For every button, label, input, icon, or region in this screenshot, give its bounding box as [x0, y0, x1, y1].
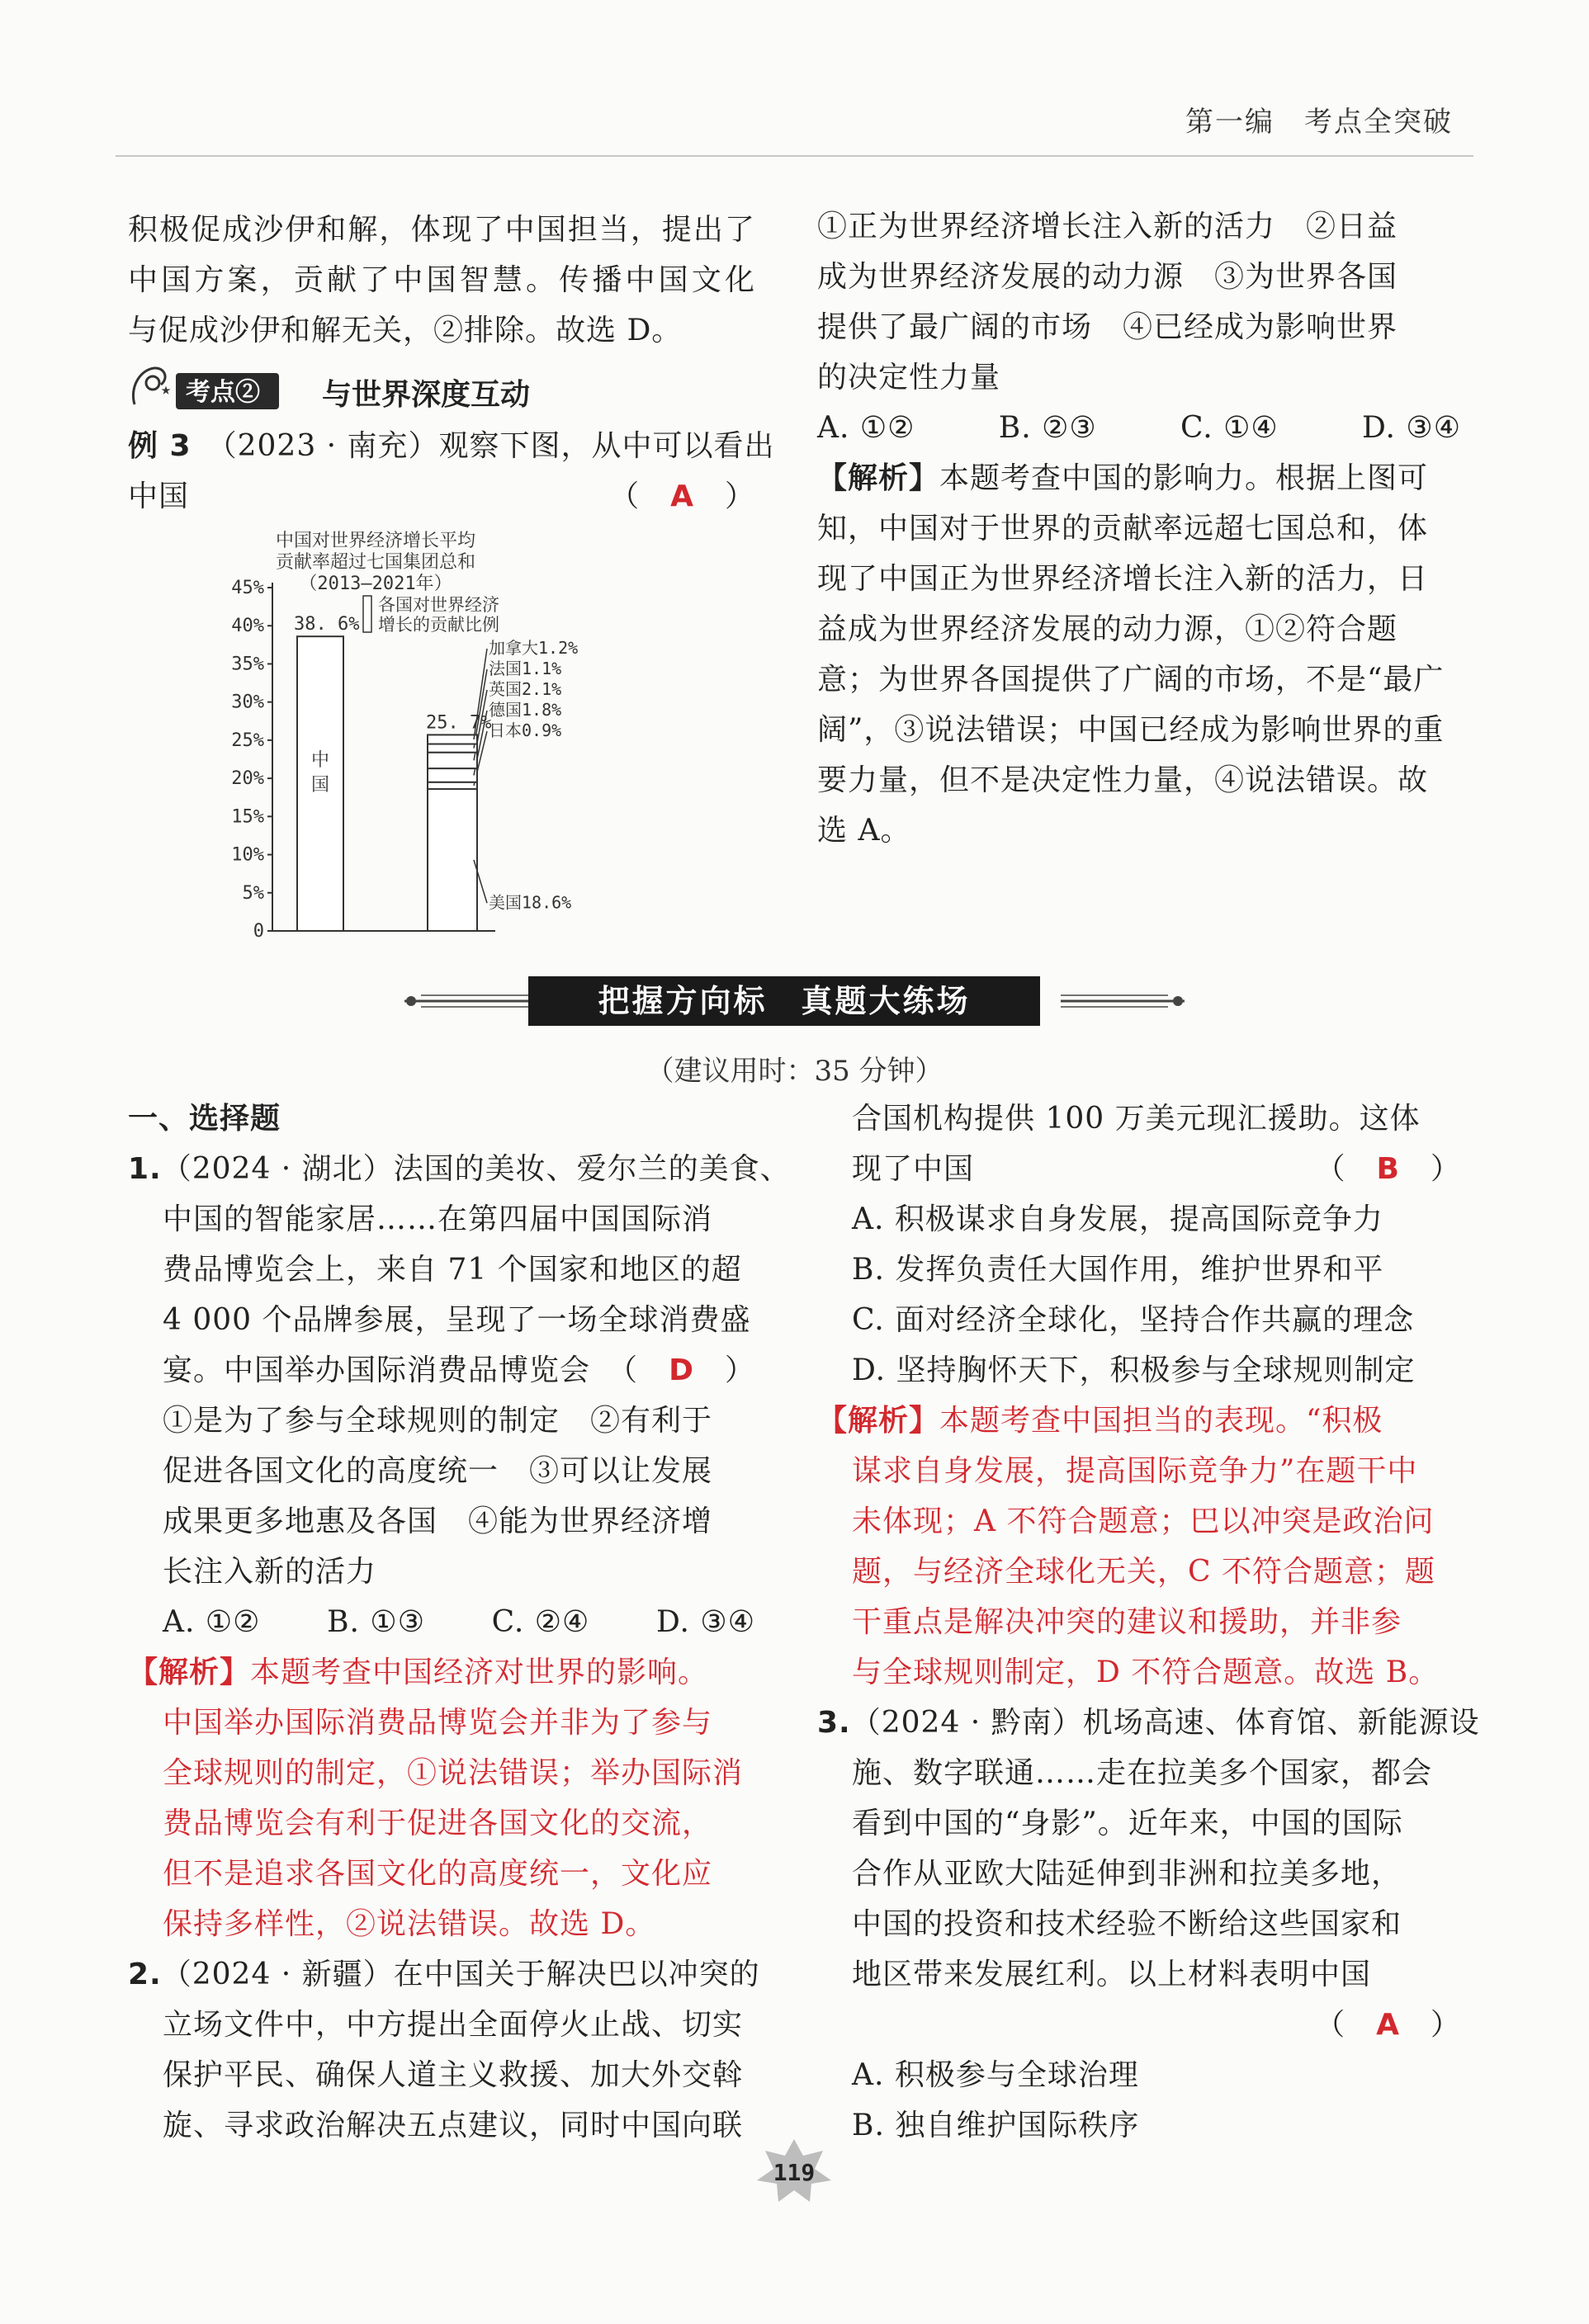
- analysis-line: 谋求自身发展，提高国际竞争力”在题干中: [852, 1454, 1418, 1488]
- question-number: 1.: [128, 1152, 162, 1186]
- segment-label: 美国18.6%: [489, 892, 572, 913]
- bar-segment-法国: [428, 744, 477, 753]
- analysis-tag: 【解析】: [128, 1656, 251, 1689]
- question-line: 看到中国的“身影”。近年来，中国的国际: [852, 1807, 1403, 1840]
- section-banner-title: 把握方向标 真题大练场: [528, 976, 1040, 1026]
- analysis-line: 与全球规则制定，D 不符合题意。故选 B。: [852, 1656, 1440, 1689]
- segment-label: 加拿大1.2%: [489, 638, 579, 658]
- y-tick-label: 5%: [242, 882, 264, 904]
- segment-label: 法国1.1%: [489, 659, 562, 678]
- legend-swatch: [363, 596, 371, 632]
- legend-label: 增长的贡献比例: [378, 615, 499, 635]
- head-icon: [146, 376, 159, 390]
- example-label: 例 3: [128, 429, 192, 463]
- page-number-badge: [755, 2137, 834, 2204]
- badge-label: 考点②: [186, 378, 260, 407]
- y-tick-label: 35%: [231, 654, 264, 675]
- option-d: D. ③④: [1361, 411, 1461, 445]
- statement-line: ①正为世界经济增长注入新的活力 ②日益: [817, 210, 1398, 243]
- text-line: 与促成沙伊和解无关，②排除。故选 D。: [128, 314, 683, 347]
- segment-label: 英国2.1%: [489, 679, 562, 699]
- option-row: [128, 1597, 755, 1647]
- option-c: C. ①④: [1180, 411, 1279, 445]
- chart-title: [276, 531, 475, 594]
- kaodian-title: 与世界深度互动: [322, 378, 531, 412]
- question-line: 4 000 个品牌参展，呈现了一场全球消费盛: [163, 1303, 751, 1337]
- question-line: 保护平民、确保人道主义救援、加大外交斡: [163, 2058, 744, 2092]
- statement-line: 长注入新的活力: [163, 1555, 377, 1589]
- left-questions: 一、选择题 1.（2024 · 湖北）法国的美妆、爱尔兰的美食、 中国的智能家居……在第四届中国国际消 费品博览会上，来自 71 个国家和地区的超 4 000 个品牌参展，呈现了一场全球消费盛 宴。中国举办国际消费品博览会 （ D ） ①是为了参与全球规则的制定 ②有利于 促进各国文化的高度统一 ③可以让发展 成果更多地惠及各国 ④能为世界经济增 长注入新的活力 A. ①② B. ①③ C. ②④ D. ③④ 【解析】本题考查中国经济对世界的影响。 中国举办国际消费品博览会并非为了参与 全球规则的制定，①说法错误；举办国际消 费品博览会有利于促进各国文化的交流， 但不是追求各国文化的高度统一，文化应 保持多样性，②说法错误。故选 D。 2.（2024 · 新疆）在中国关于解决巴以冲突的 立场文件中，中方提出全面停火止战、切实 保护平民、确保人道主义救援、加大外交斡 旋、寻求政治解决五点建议，同时中国向联: [128, 1094, 755, 2151]
- star-icon: ★: [161, 379, 172, 399]
- analysis-line: 但不是追求各国文化的高度统一，文化应: [163, 1857, 713, 1891]
- chart-bars: [294, 614, 578, 931]
- question-line: 中国的智能家居……在第四届中国国际消: [163, 1202, 713, 1236]
- page-number: 119: [773, 2159, 816, 2186]
- option-b: B. 独自维护国际秩序: [852, 2109, 1140, 2142]
- question-line: 合作从亚欧大陆延伸到非洲和拉美多地，: [852, 1857, 1402, 1891]
- text-line: 积极促成沙伊和解，体现了中国担当，提出了: [128, 213, 755, 247]
- option-row: [817, 403, 1461, 453]
- right-questions: 合国机构提供 100 万美元现汇援助。这体 现了中国 （ B ） A. 积极谋求自身发展，提高国际竞争力 B. 发挥负责任大国作用，维护世界和平 C. 面对经济全球化，坚持合作共赢的理念 D. 坚持胸怀天下，积极参与全球规则制定 【解析】本题考查中国担当的表现。“积极 谋求自身发展，提高国际竞争力”在题干中 未体现；A 不符合题意；巴以冲突是政治问 题，与经济全球化无关，C 不符合题意；题 干重点是解决冲突的建议和援助，并非参 与全球规则制定，D 不符合题意。故选 B。 3.（2024 · 黔南）机场高速、体育馆、新能源设 施、数字联通……走在拉美多个国家，都会 看到中国的“身影”。近年来，中国的国际 合作从亚欧大陆延伸到非洲和拉美多地， 中国的投资和技术经验不断给这些国家和 地区带来发展红利。以上材料表明中国 （ A ） A. 积极参与全球治理 B. 独自维护国际秩序: [817, 1094, 1461, 2151]
- y-tick-label: 10%: [231, 844, 264, 866]
- analysis-line: 阔”，③说法错误；中国已经成为影响世界的重: [817, 713, 1445, 747]
- bar-category-label: 中: [310, 750, 330, 771]
- statement-line: 提供了最广阔的市场 ④已经成为影响世界: [817, 310, 1398, 344]
- bar-segment-美国: [428, 789, 477, 931]
- bar-segment-英国: [428, 753, 477, 768]
- analysis-line: 干重点是解决冲突的建议和援助，并非参: [852, 1605, 1402, 1639]
- analysis-line: 本题考查中国担当的表现。“积极: [939, 1404, 1383, 1438]
- answer-mark: A: [670, 479, 694, 513]
- analysis-line: 题，与经济全球化无关，C 不符合题意；题: [852, 1555, 1435, 1589]
- option-d: D. 坚持胸怀天下，积极参与全球规则制定: [852, 1353, 1416, 1387]
- question-line: 费品博览会上，来自 71 个国家和地区的超: [163, 1253, 742, 1287]
- header-divider: [116, 155, 1473, 157]
- y-tick-label: 25%: [231, 730, 264, 751]
- analysis-line: 益成为世界经济发展的动力源，①②符合题: [817, 612, 1398, 646]
- running-header: 第一编 考点全突破: [1185, 106, 1453, 139]
- analysis-line: 未体现；A 不符合题意；巴以冲突是政治问: [852, 1504, 1435, 1538]
- y-tick-label: 0: [253, 921, 264, 942]
- statement-line: 的决定性力量: [817, 361, 1001, 394]
- answer-mark: A: [1376, 2008, 1400, 2042]
- question-line: 地区带来发展红利。以上材料表明中国: [852, 1958, 1372, 1991]
- analysis-line: 意；为世界各国提供了广阔的市场，不是“最广: [817, 663, 1445, 697]
- section-title: 一、选择题: [128, 1102, 281, 1136]
- option-b: B. ①③: [327, 1605, 425, 1639]
- example-cont: 中国: [128, 479, 190, 513]
- analysis-line: 保持多样性，②说法错误。故选 D。: [163, 1907, 656, 1941]
- chart-title-line: （2013—2021年）: [299, 574, 452, 594]
- question-number: 2.: [128, 1958, 162, 1991]
- option-d: D. ③④: [655, 1605, 755, 1639]
- bar-chart: [215, 528, 677, 949]
- text-line: 中国方案，贡献了中国智慧。传播中国文化: [128, 263, 755, 297]
- option-a: A. ①②: [163, 1605, 261, 1639]
- statement-line: 成为世界经济发展的动力源 ③为世界各国: [817, 260, 1398, 294]
- option-a: A. 积极谋求自身发展，提高国际竞争力: [852, 1202, 1383, 1236]
- y-tick-label: 15%: [231, 806, 264, 828]
- statement-line: 成果更多地惠及各国 ④能为世界经济增: [163, 1504, 713, 1538]
- y-tick-label: 45%: [231, 578, 264, 598]
- left-top-continuation: [128, 205, 755, 356]
- analysis-line: 中国举办国际消费品博览会并非为了参与: [163, 1706, 713, 1740]
- bar-segment-日本: [428, 782, 477, 789]
- question-line: 旋、寻求政治解决五点建议，同时中国向联: [163, 2109, 744, 2142]
- question-line: 合国机构提供 100 万美元现汇援助。这体: [852, 1102, 1421, 1136]
- example-3: 例 3 （2023 · 南充）观察下图，从中可以看出 中国 （ A ）: [128, 421, 755, 522]
- question-line: 中国的投资和技术经验不断给这些国家和: [852, 1907, 1402, 1941]
- example-lead: （2023 · 南充）观察下图，从中可以看出: [221, 429, 775, 463]
- analysis-line: 全球规则的制定，①说法错误；举办国际消: [163, 1756, 744, 1790]
- kaodian-badge: [128, 363, 285, 414]
- chart-title-line: 中国对世界经济增长平均: [275, 531, 476, 551]
- analysis-line: 要力量，但不是决定性力量，④说法错误。故: [817, 763, 1429, 797]
- question-number: 3.: [817, 1706, 851, 1740]
- chart-title-line: 贡献率超过七国集团总和: [275, 552, 476, 573]
- bar-segment-加拿大: [428, 735, 477, 744]
- y-tick-label: 20%: [231, 768, 264, 790]
- analysis-line: 现了中国正为世界经济增长注入新的活力，日: [817, 562, 1429, 596]
- analysis-tag: 【解析】: [817, 1404, 940, 1438]
- example-3-options: [817, 201, 1461, 856]
- analysis-line: 费品博览会有利于促进各国文化的交流，: [163, 1807, 713, 1840]
- option-c: C. ②④: [491, 1605, 590, 1639]
- time-note: （建议用时：35 分钟）: [646, 1055, 943, 1088]
- question-line: 立场文件中，中方提出全面停火止战、切实: [163, 2008, 744, 2042]
- option-b: B. ②③: [998, 411, 1097, 445]
- answer-mark: D: [669, 1353, 694, 1387]
- statement-line: ①是为了参与全球规则的制定 ②有利于: [163, 1404, 713, 1438]
- bar-value-label: 38. 6%: [294, 614, 360, 635]
- bar-value-label: 25. 7%: [426, 712, 492, 734]
- chart-legend: [363, 595, 499, 635]
- bar-category-label: 国: [310, 775, 330, 796]
- statement-line: 促进各国文化的高度统一 ③可以让发展: [163, 1454, 713, 1488]
- segment-label: 日本0.9%: [489, 720, 562, 740]
- analysis-line: 本题考查中国经济对世界的影响。: [250, 1656, 709, 1689]
- question-line: （2024 · 新疆）在中国关于解决巴以冲突的: [161, 1958, 760, 1991]
- segment-label: 德国1.8%: [489, 700, 562, 720]
- analysis-line: 本题考查中国的影响力。根据上图可: [939, 461, 1429, 495]
- analysis-tag: 【解析】: [817, 461, 940, 495]
- analysis-line: 知，中国对于世界的贡献率远超七国总和，体: [817, 512, 1429, 546]
- option-b: B. 发挥负责任大国作用，维护世界和平: [852, 1253, 1384, 1287]
- question-line: （2024 · 湖北）法国的美妆、爱尔兰的美食、: [161, 1152, 791, 1186]
- answer-mark: B: [1376, 1152, 1400, 1186]
- option-a: A. ①②: [817, 411, 915, 445]
- analysis-line: 选 A。: [817, 814, 911, 848]
- option-c: C. 面对经济全球化，坚持合作共赢的理念: [852, 1303, 1415, 1337]
- legend-label: 各国对世界经济: [378, 595, 499, 615]
- question-line: 施、数字联通……走在拉美多个国家，都会: [852, 1756, 1433, 1790]
- question-line: 宴。中国举办国际消费品博览会: [163, 1353, 591, 1387]
- option-a: A. 积极参与全球治理: [852, 2058, 1139, 2092]
- y-tick-label: 40%: [231, 616, 264, 637]
- bar-segment-德国: [428, 768, 477, 782]
- question-line: 现了中国: [852, 1152, 975, 1186]
- y-tick-label: 30%: [231, 692, 264, 713]
- question-line: （2024 · 黔南）机场高速、体育馆、新能源设: [850, 1706, 1480, 1740]
